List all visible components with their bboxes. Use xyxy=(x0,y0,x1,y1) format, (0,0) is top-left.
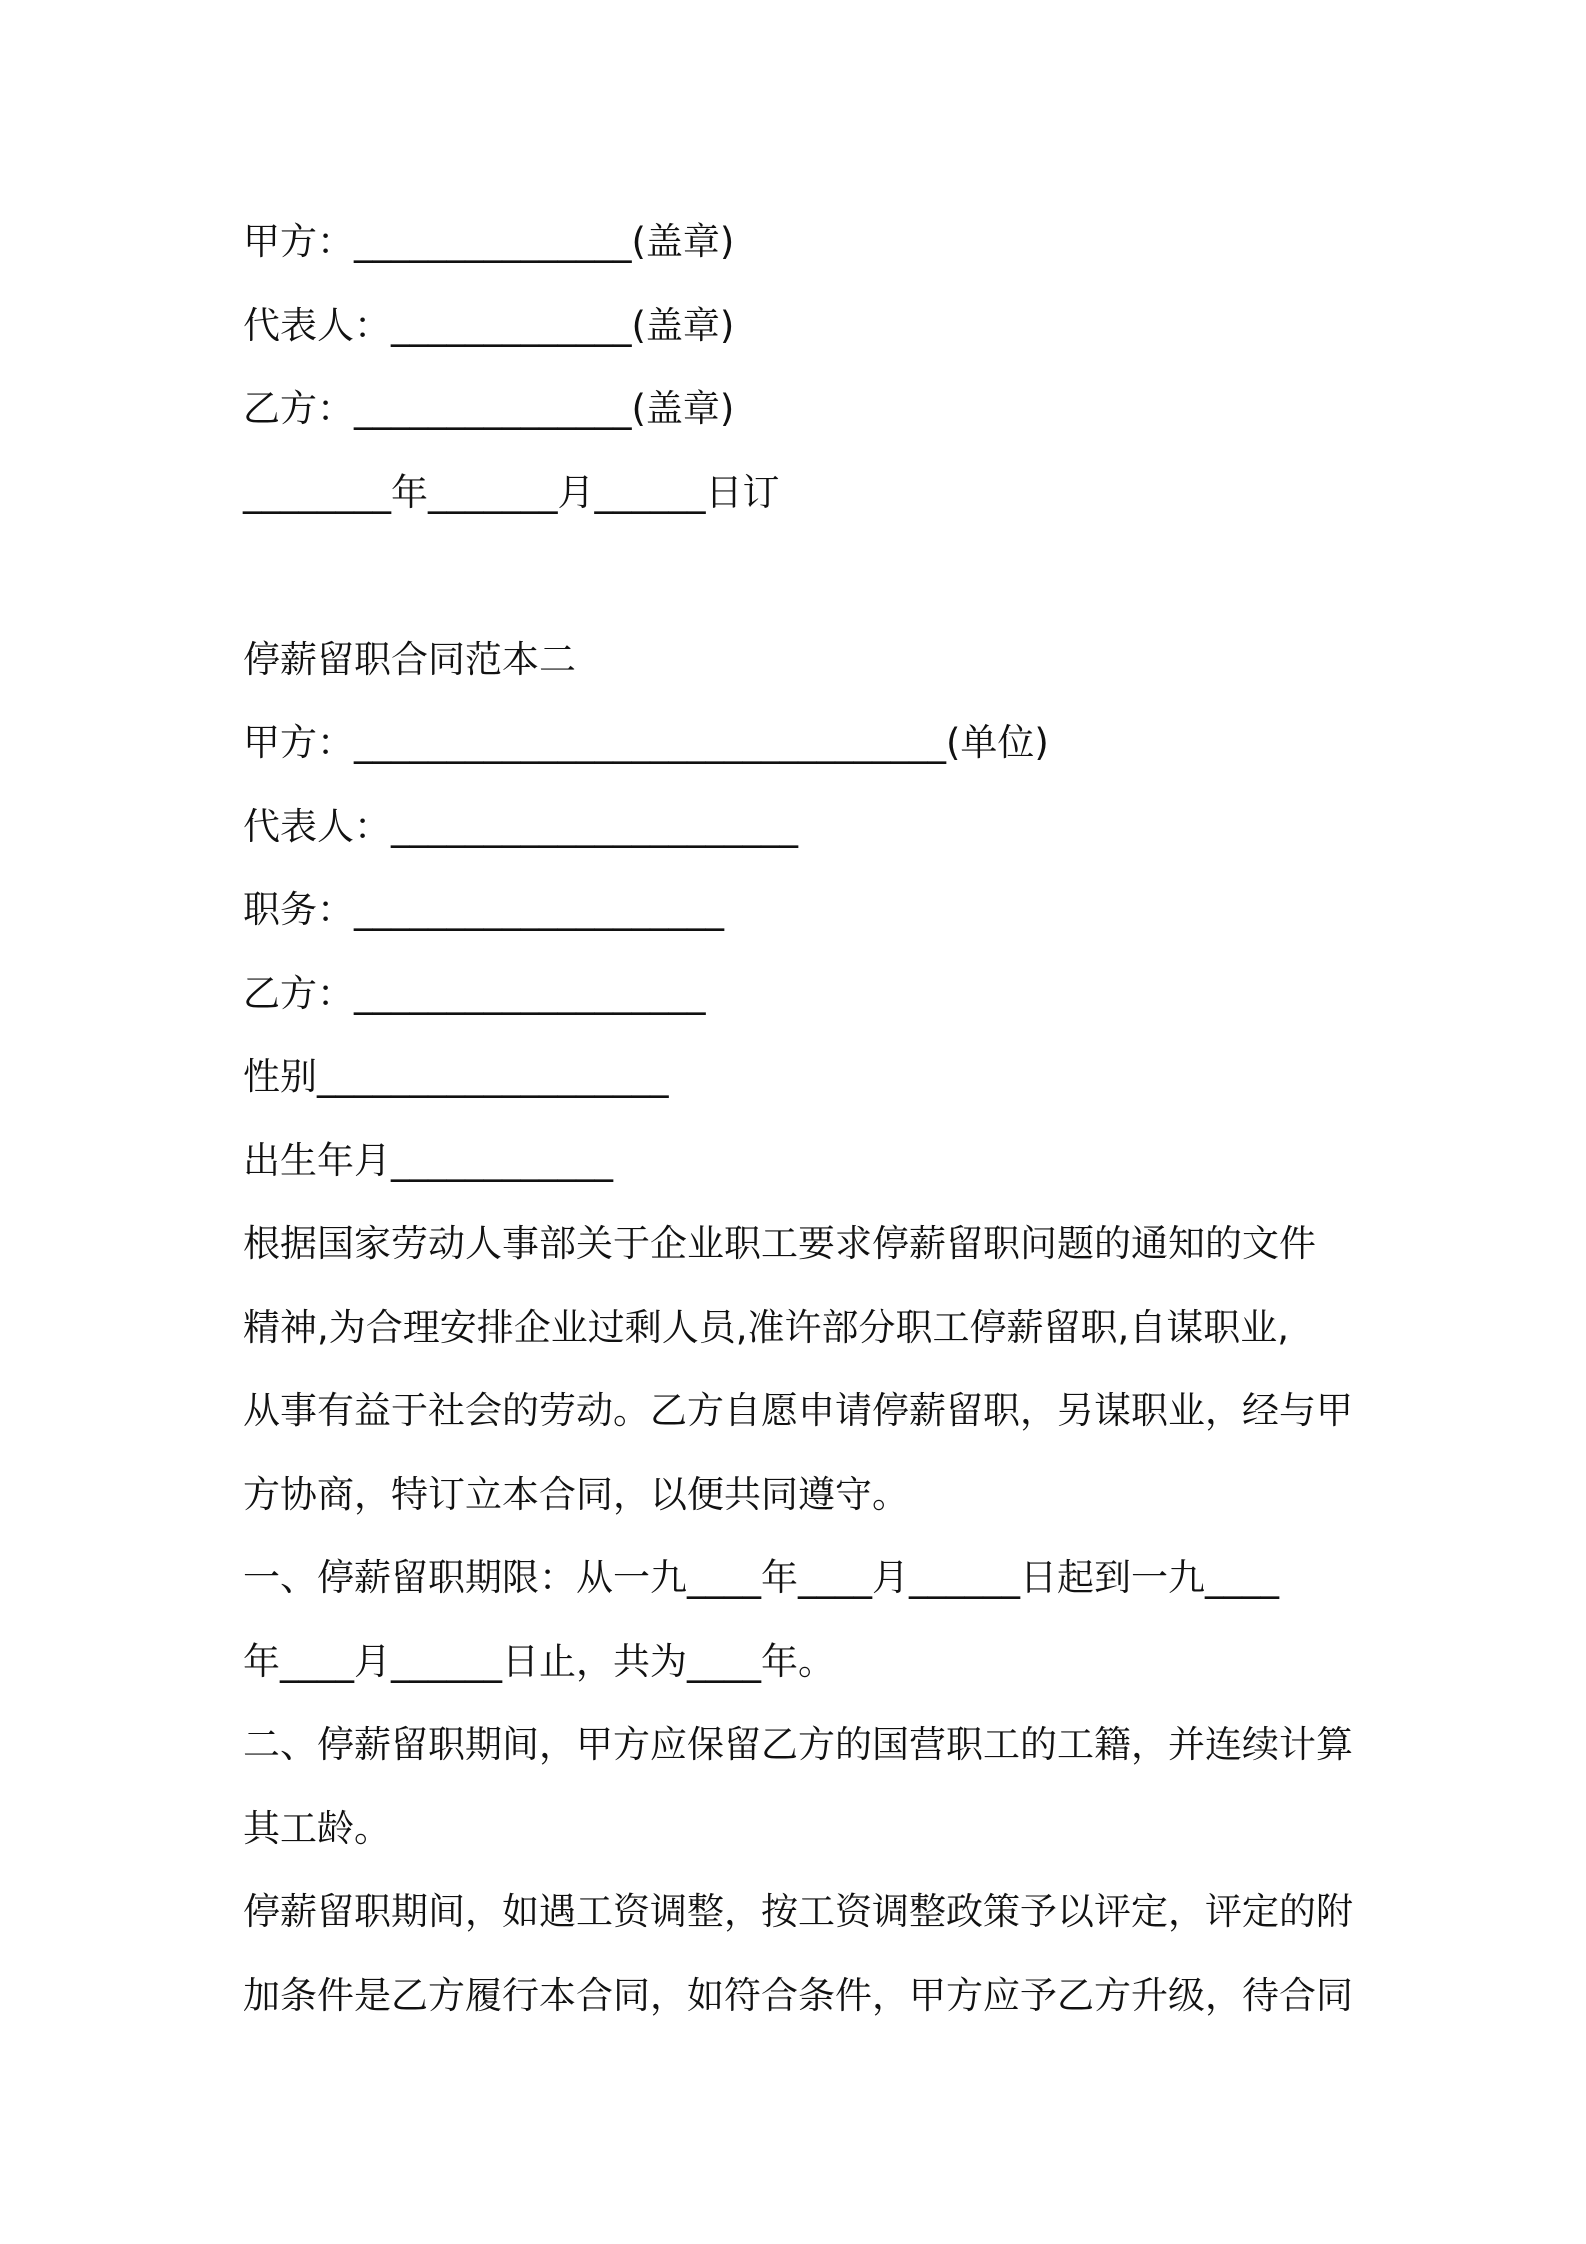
section-spacer xyxy=(243,534,1358,618)
field-position: 职务：____________________ xyxy=(243,888,724,931)
signature-representative: 代表人：_____________(盖章) xyxy=(243,303,735,347)
field-party-a: 甲方：________________________________(单位) xyxy=(243,721,1049,764)
field-party-b: 乙方：___________________ xyxy=(243,971,706,1015)
signature-party-a: 甲方：_______________(盖章) xyxy=(243,220,735,263)
body-line: 加条件是乙方履行本合同，如符合条件，甲方应予乙方升级，待合同 xyxy=(243,1973,1353,2017)
body-line: 年____月______日止，共为____年。 xyxy=(243,1639,835,1683)
section-title: 停薪留职合同范本二 xyxy=(243,637,576,681)
body-line: 其工龄。 xyxy=(243,1806,391,1850)
body-line: 从事有益于社会的劳动。乙方自愿申请停薪留职，另谋职业，经与甲 xyxy=(243,1389,1353,1432)
body-line: 停薪留职期间，如遇工资调整，按工资调整政策予以评定，评定的附 xyxy=(243,1890,1353,1933)
field-gender: 性别___________________ xyxy=(243,1055,669,1098)
body-line: 一、停薪留职期限：从一九____年____月______日起到一九____ xyxy=(243,1556,1279,1599)
body-line: 二、停薪留职期间，甲方应保留乙方的国营职工的工籍，并连续计算 xyxy=(243,1723,1353,1766)
body-line: 方协商，特订立本合同，以便共同遵守。 xyxy=(243,1472,909,1516)
field-representative: 代表人：______________________ xyxy=(243,804,798,848)
field-birth: 出生年月____________ xyxy=(243,1138,613,1182)
document-content xyxy=(243,200,1358,2037)
signature-date: ________年_______月______日订 xyxy=(243,470,780,514)
signature-party-b: 乙方：_______________(盖章) xyxy=(243,387,735,430)
body-line: 根据国家劳动人事部关于企业职工要求停薪留职问题的通知的文件 xyxy=(243,1222,1316,1265)
body-line: 精神,为合理安排企业过剩人员,准许部分职工停薪留职,自谋职业, xyxy=(243,1305,1290,1349)
